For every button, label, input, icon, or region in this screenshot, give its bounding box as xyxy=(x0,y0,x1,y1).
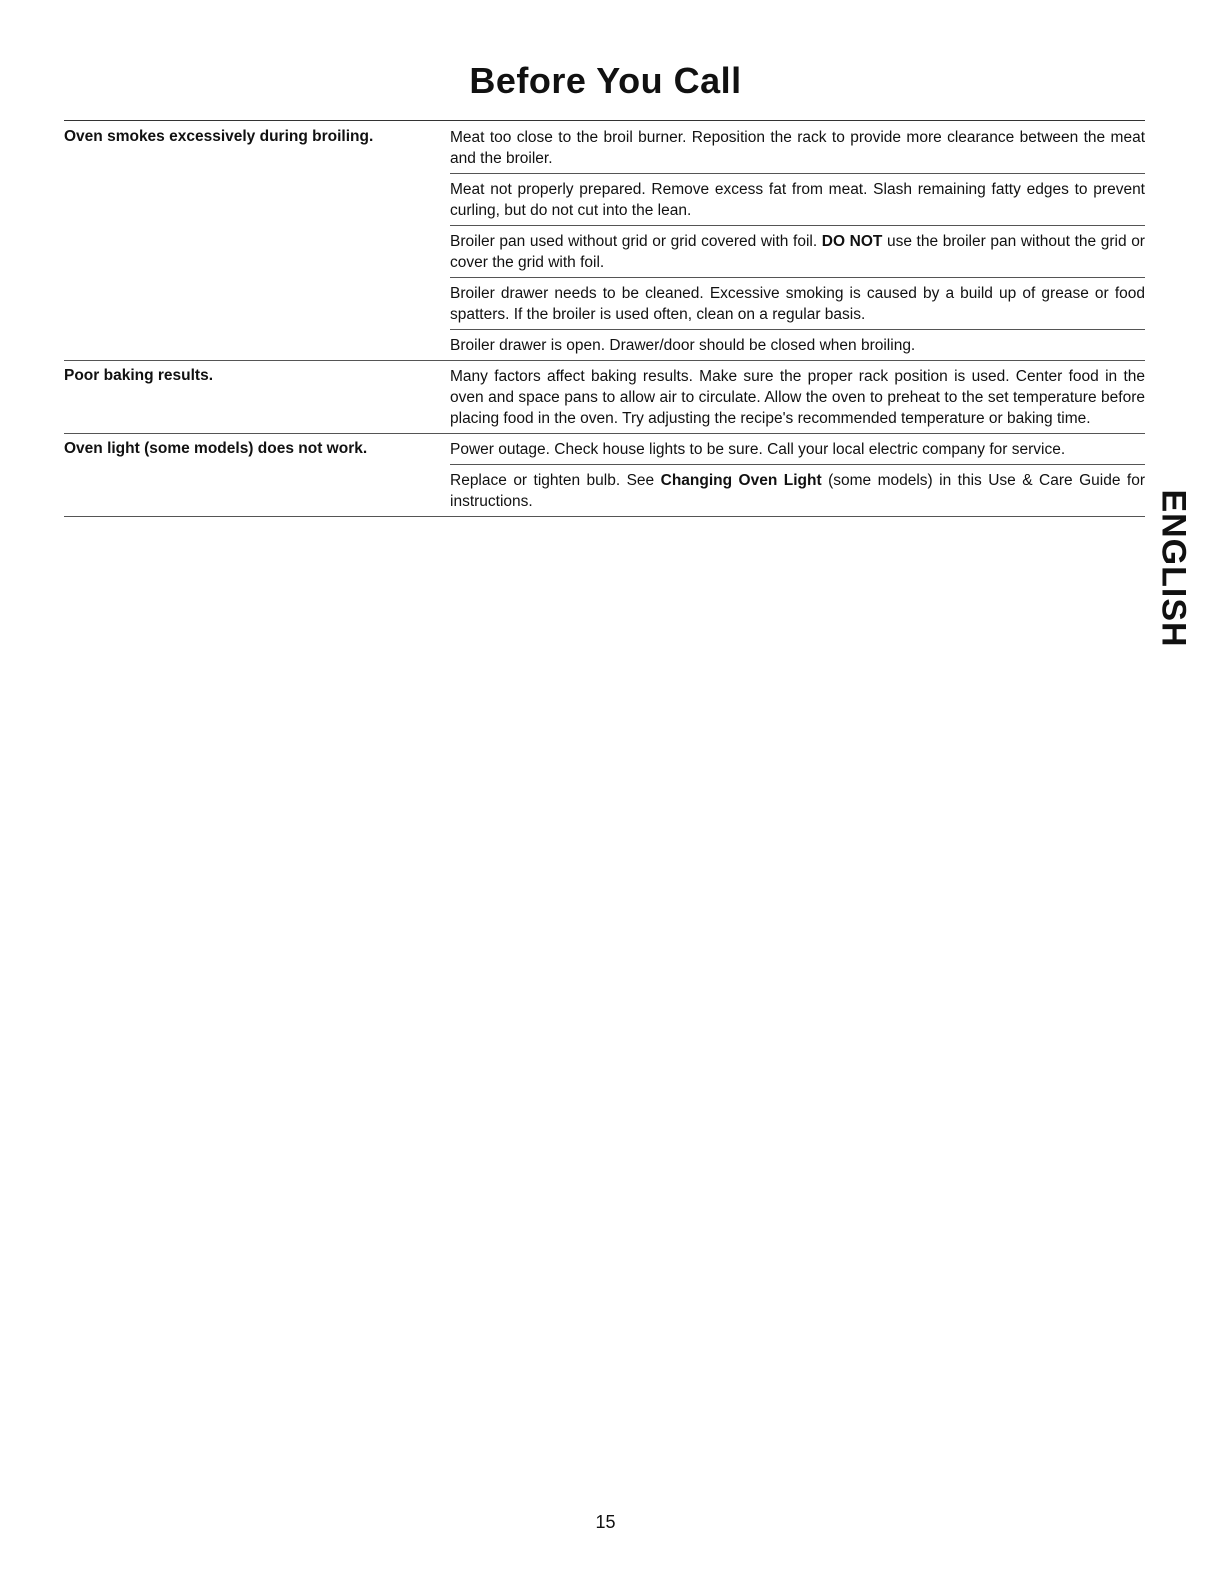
troubleshoot-row xyxy=(64,434,1145,517)
problem-label: Poor baking results. xyxy=(64,367,214,384)
troubleshoot-row xyxy=(64,122,1145,361)
cause-emphasis-text: Changing Oven Light xyxy=(660,472,822,489)
top-divider xyxy=(64,120,1145,121)
page-title: Before You Call xyxy=(469,60,742,101)
cause-text: Many factors affect baking results. Make sure the proper rack position is used. Center food in the oven and space pans to allow air to circulate. Allow the oven to preheat to the set temperature before placing food in the oven. Try adjusting the recipe's recommended temperature or baking time. xyxy=(450,368,1145,427)
language-tab-label: ENGLISH xyxy=(1154,488,1193,648)
cause-item xyxy=(450,464,1145,516)
cause-text: Broiler pan used without grid or grid covered with foil. xyxy=(450,233,822,250)
cause-text: Meat too close to the broil burner. Reposition the rack to provide more clearance between the meat and the broiler. xyxy=(450,129,1145,167)
cause-text: Broiler drawer needs to be cleaned. Excessive smoking is caused by a build up of grease or food spatters. If the broiler is used often, clean on a regular basis. xyxy=(450,285,1145,323)
solutions-column xyxy=(450,434,1145,516)
cause-emphasis-text: DO NOT xyxy=(821,233,883,250)
cause-text: use the broiler pan without the grid or cover the grid with foil. xyxy=(450,233,1145,271)
problem-label: Oven smokes excessively during broiling. xyxy=(64,128,374,145)
solutions-column xyxy=(450,361,1145,433)
cause-item xyxy=(450,329,1145,360)
cause-text: Meat not properly prepared. Remove excess fat from meat. Slash remaining fatty edges to prevent curling, but do not cut into the lean. xyxy=(450,181,1145,219)
cause-item xyxy=(450,122,1145,173)
language-tab xyxy=(1148,488,1198,648)
cause-item xyxy=(450,434,1145,464)
page-number: 15 xyxy=(595,1512,616,1532)
problem-label: Oven light (some models) does not work. xyxy=(64,440,368,457)
cause-text: Replace or tighten bulb. See xyxy=(450,472,661,489)
cause-text: Power outage. Check house lights to be sure. Call your local electric company for service. xyxy=(450,441,1066,458)
troubleshoot-row xyxy=(64,361,1145,434)
cause-item xyxy=(450,361,1145,433)
cause-item xyxy=(450,173,1145,225)
troubleshooting-table xyxy=(64,122,1145,517)
cause-item xyxy=(450,277,1145,329)
solutions-column xyxy=(450,122,1145,360)
cause-item xyxy=(450,225,1145,277)
cause-text: Broiler drawer is open. Drawer/door should be closed when broiling. xyxy=(450,337,916,354)
cause-text: (some models) in this Use & Care Guide for instructions. xyxy=(450,472,1145,510)
